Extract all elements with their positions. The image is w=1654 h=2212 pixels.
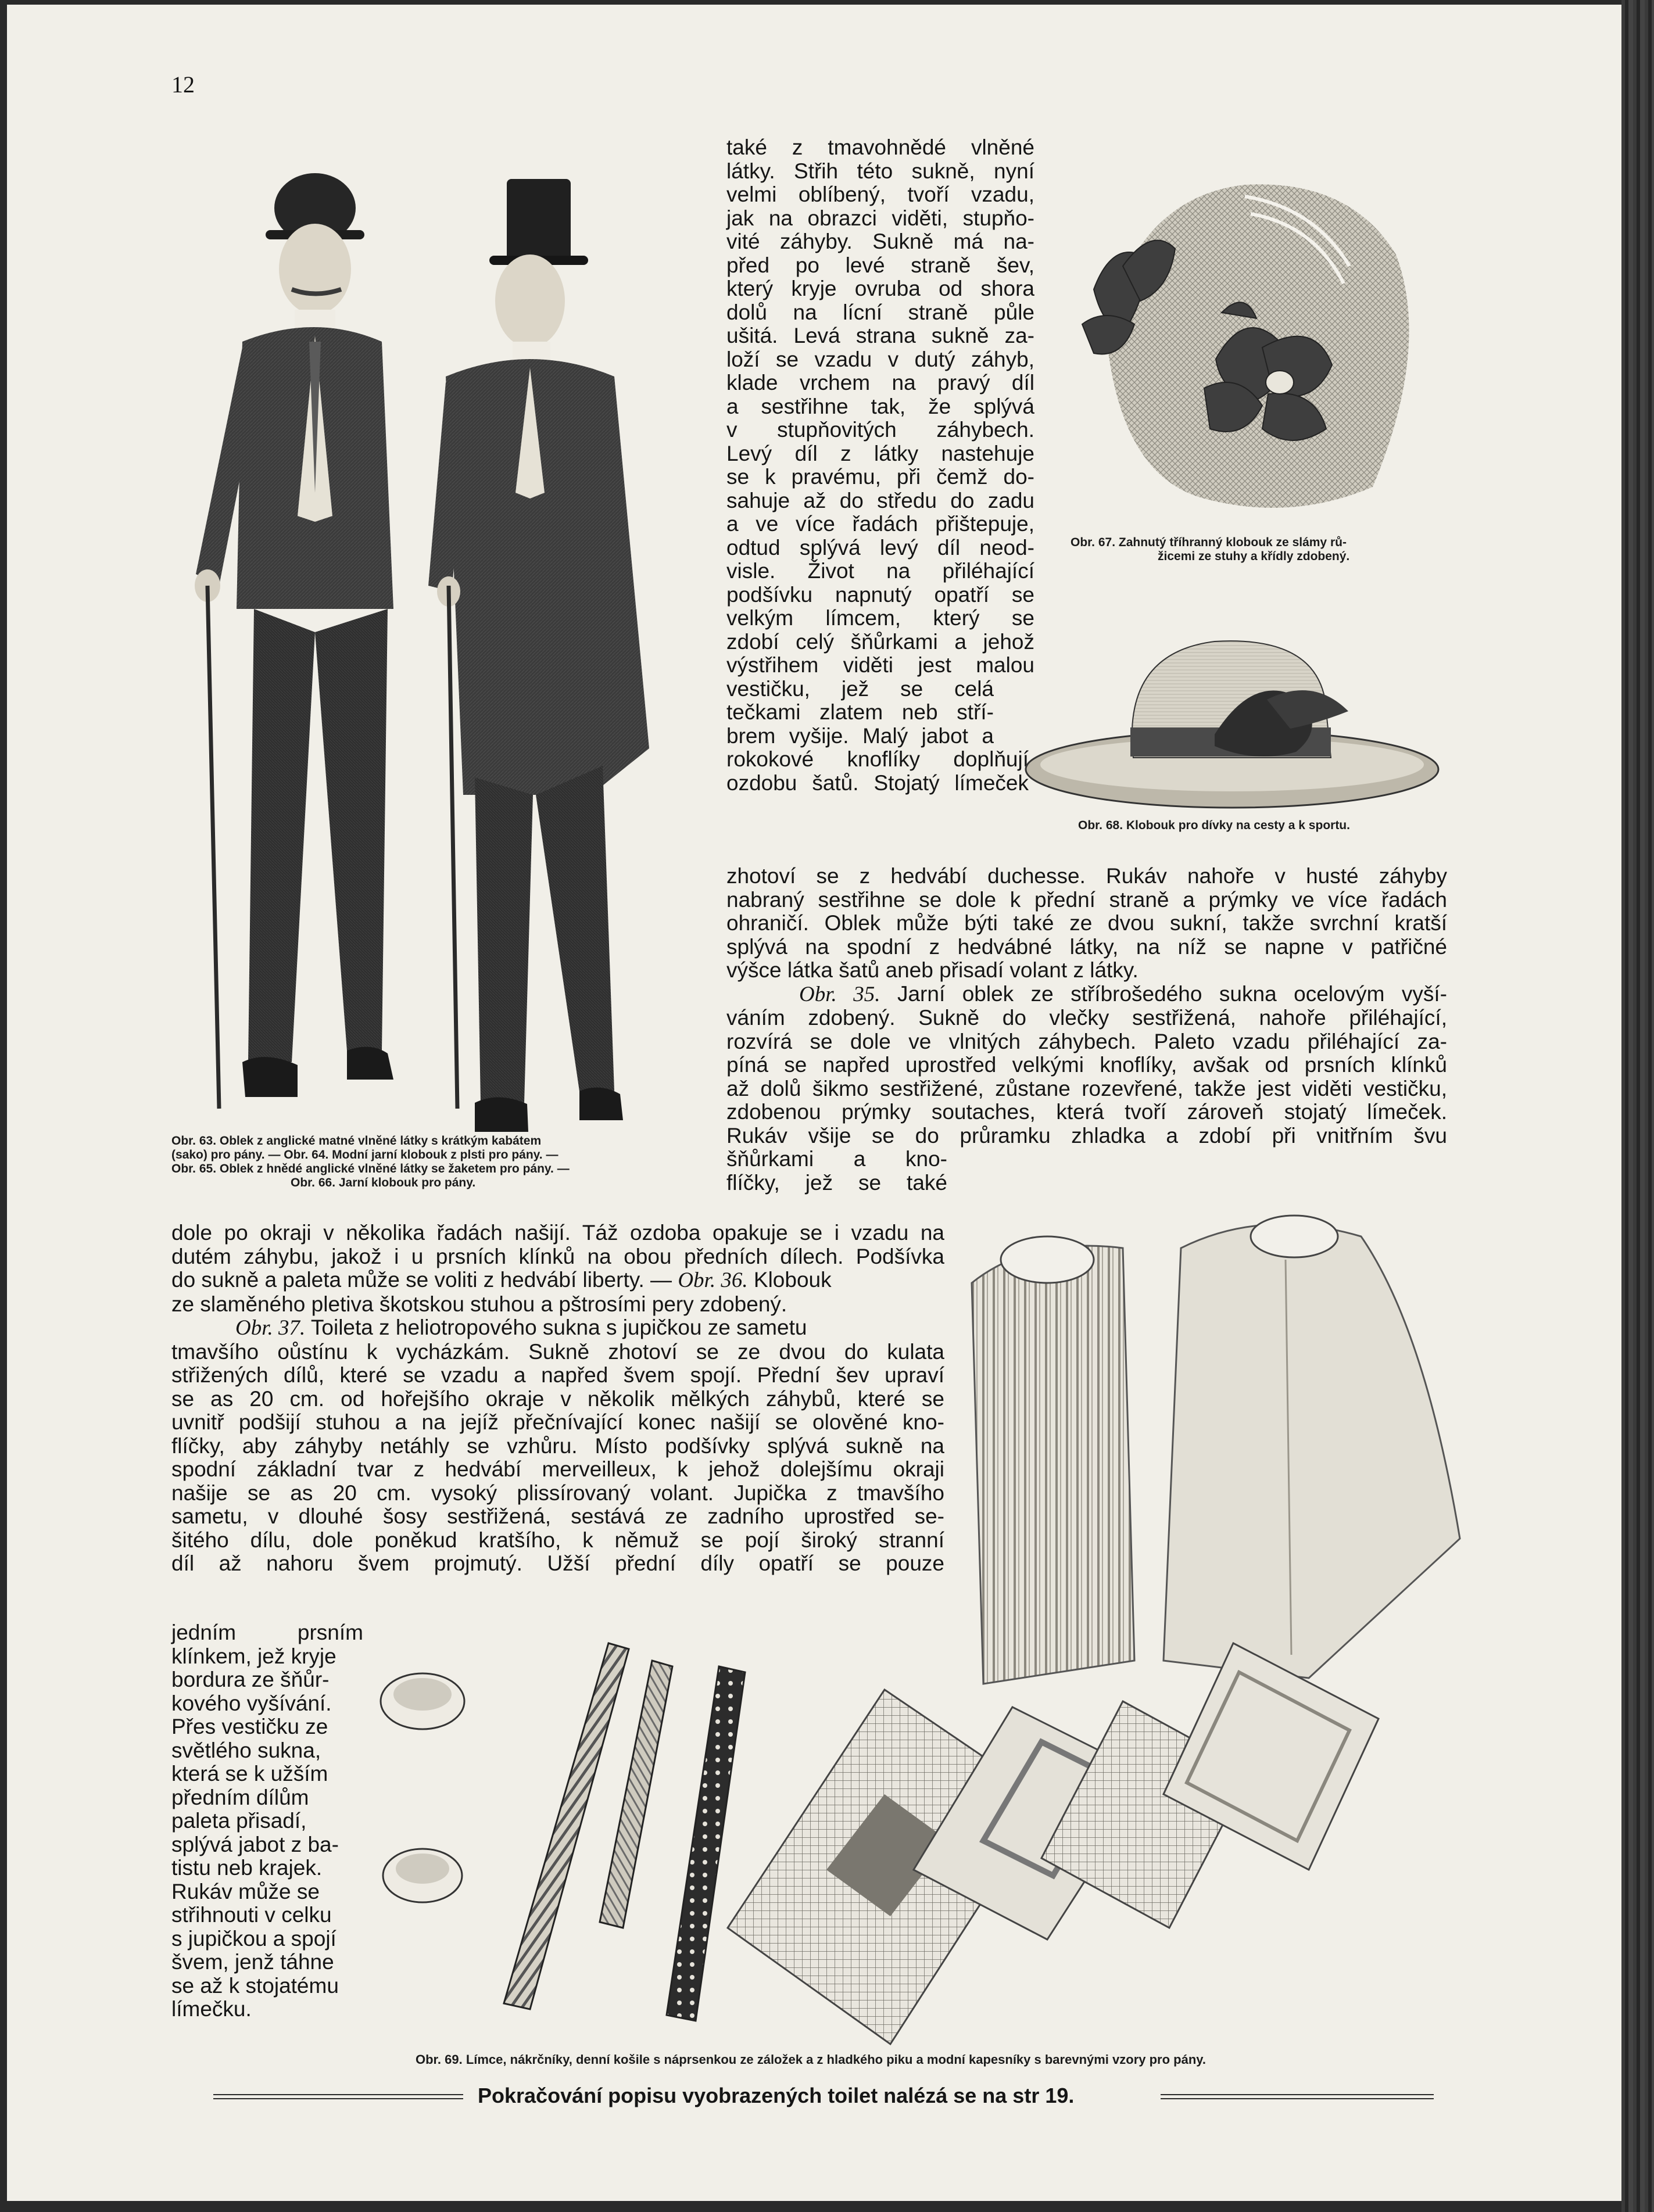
caption-hat67-line: žicemi ze stuhy a křídly zdobený.: [1158, 550, 1350, 563]
text-line: podšívku napnutý opatří se: [726, 582, 1034, 607]
text-line: sahuje až do středu do zadu: [726, 488, 1034, 512]
text-line: zdobí celý šňůrkami a jehož: [726, 629, 1034, 654]
footer-rule-right: [1161, 2098, 1434, 2099]
text-line: flíčky, jež se také: [726, 1170, 947, 1195]
text-line: odtud splývá levý díl neod-: [726, 535, 1034, 560]
text-line: také z tmavohnědé vlněné: [726, 135, 1034, 159]
text-block-middle: [726, 865, 1447, 1195]
text-line: se k pravému, při čemž do-: [726, 465, 1034, 489]
text-line: se as 20 cm. od hořejšího okraje v několik mělkých záhybů, které se: [171, 1386, 944, 1411]
text-line: předním dílům: [171, 1785, 309, 1809]
text-line: velkým límcem, který se: [726, 606, 1034, 630]
obr37-first: Toileta z heliotropového sukna s jupičkou ze sametu: [305, 1315, 807, 1339]
obr36-line: [171, 1268, 944, 1293]
girls-travel-hat-illustration: [1023, 630, 1441, 816]
caption-men-line: Obr. 63. Oblek z anglické matné vlněné látky s krátkým kabátem: [171, 1134, 542, 1148]
caption-men-line: (sako) pro pány. — Obr. 64. Modní jarní klobouk z plsti pro pány. —: [171, 1148, 559, 1161]
text-line: rokokové knoflíky doplňují: [726, 747, 1029, 771]
text-line: světlého sukna,: [171, 1738, 321, 1762]
text-line: velmi oblíbený, tvoří vzadu,: [726, 182, 1034, 206]
text-line: zdobenou prýmky soutaches, která tvoří zároveň stojatý límeček.: [726, 1100, 1447, 1124]
text-line: šňůrkami a kno-: [726, 1147, 947, 1171]
text-line: střihnouti v celku: [171, 1903, 332, 1927]
text-line: spodní základní tvar z hedvábí merveilleux, k jehož dolejšímu okraji: [171, 1457, 944, 1481]
text-line: límečku.: [171, 1997, 252, 2021]
obr37-ref: Obr. 37.: [235, 1316, 306, 1340]
text-line: sametu, v dlouhé šosy sestřižená, sestává ze zadního uprostřed se-: [171, 1504, 944, 1528]
text-line: loží se vzadu v dutý záhyb,: [726, 347, 1034, 371]
text-line: díl až nahoru švem projmutý. Užší přední díly opatří se pouze: [171, 1551, 944, 1575]
text-line: tistu neb krajek.: [171, 1856, 323, 1880]
text-line: Levý díl z látky nastehuje: [726, 441, 1034, 465]
text-line: klínkem, jež kryje: [171, 1644, 336, 1668]
text-line: ušitá. Levá strana sukně za-: [726, 324, 1034, 347]
text-line: bordura ze šňůr-: [171, 1668, 330, 1691]
text-line: ozdobu šatů. Stojatý límeček: [726, 770, 1029, 795]
text-line: váním zdobený. Sukně do vlečky sestřižená, nahoře přiléhající,: [726, 1006, 1447, 1030]
text-line: ohraničí. Oblek může býti také ze dvou sukní, takže svrchní kratší: [726, 911, 1447, 935]
obr35-ref: Obr. 35.: [799, 982, 880, 1006]
text-column-top: [726, 136, 1034, 795]
text-line: rozvírá se dole ve vlnitých záhybech. Paleto vzadu přiléhající za-: [726, 1029, 1447, 1053]
caption-men-line: Obr. 65. Oblek z hnědé anglické vlněné látky se žaketem pro pány. —: [171, 1162, 570, 1175]
text-line: klade vrchem na pravý díl: [726, 371, 1034, 395]
caption-hat68: Obr. 68. Klobouk pro dívky na cesty a k sportu.: [1078, 819, 1350, 832]
text-line: splývá na spodní z hedvábné látky, na níž se napne v patřičné: [726, 934, 1447, 959]
caption-fig69: Obr. 69. Límce, nákrčníky, denní košile s náprsenkou ze záložek a z hladkého piku a modní kapesníky s barevnými vzory pro pány.: [416, 2052, 1206, 2067]
text-line: kového vyšívání.: [171, 1691, 332, 1715]
obr36-rest: Klobouk: [747, 1268, 832, 1292]
text-line: jedním prsním: [171, 1621, 363, 1644]
obr35-first-line: [726, 983, 1447, 1007]
obr35-first: Jarní oblek ze stříbrošedého sukna ocelovým vyší-: [880, 981, 1447, 1006]
text-line: uvnitř podšijí stuhou a na jejíž přečnívající konec našijí se olověné kno-: [171, 1410, 944, 1434]
caption-men-line: Obr. 66. Jarní klobouk pro pány.: [291, 1176, 476, 1189]
text-line: vestičku, jež se celá: [726, 676, 994, 701]
text-line: před po levé straně šev,: [726, 253, 1034, 277]
text-line: látky. Střih této sukně, nyní: [726, 159, 1034, 183]
text-line: Přes vestičku ze: [171, 1715, 328, 1738]
text-line: nabraný sestřihne se dole k přední straně a prýmky ve více řadách: [726, 887, 1447, 912]
magazine-page: [7, 5, 1628, 2201]
text-line: Rukáv může se: [171, 1879, 320, 1903]
collars-ties-handkerchiefs-illustration: [379, 1626, 1442, 2050]
text-line: švem, jenž táhne: [171, 1950, 334, 1974]
caption-hat67-line: Obr. 67. Zahnutý tříhranný klobouk ze slámy rů-: [1071, 536, 1347, 549]
text-line: píná se napřed uprostřed velkými knoflíky, avšak od prsních klínků: [726, 1053, 1447, 1077]
text-line: jak na obrazci viděti, stupňo-: [726, 206, 1034, 230]
text-line: zhotoví se z hedvábí duchesse. Rukáv nahoře v husté záhyby: [726, 864, 1447, 888]
text-line: s jupičkou a spojí: [171, 1926, 336, 1951]
text-line: tečkami zlatem neb stří-: [726, 700, 994, 724]
caption-men: [171, 1134, 570, 1190]
text-line: ze slaměného pletiva škotskou stuhou a pštrosími pery zdobený.: [171, 1292, 787, 1316]
text-line: dole po okraji v několika řadách našijí. Táž ozdoba opakuje se i vzadu na: [171, 1221, 944, 1245]
text-line: vité záhyby. Sukně má na-: [726, 230, 1034, 253]
text-line: střižených dílů, které se vzadu a napřed švem spojí. Přední šev upraví: [171, 1363, 944, 1387]
text-block-lower: [171, 1221, 944, 1576]
text-line: šitého dílu, dole poněkud kratšího, k němuž se pojí široký stranní: [171, 1528, 944, 1552]
text-line: dutém záhybu, jakož i u prsních klínků na obou předních dílech. Podšívka: [171, 1244, 944, 1268]
straw-tricorn-hat-illustration: [1071, 173, 1442, 528]
text-line: splývá jabot z ba-: [171, 1832, 339, 1856]
text-line: brem vyšije. Malý jabot a: [726, 723, 994, 748]
text-line: výstřihem viděti jest malou: [726, 653, 1034, 677]
page-number: 12: [171, 71, 195, 98]
text-line: visle. Život na přiléhající: [726, 559, 1034, 583]
obr36-ref: Obr. 36.: [678, 1268, 748, 1292]
text-line: v stupňovitých záhybech.: [726, 418, 1034, 442]
text-line: výšce látka šatů aneb přisadí volant z látky.: [726, 958, 1139, 982]
footer-rule-left: [213, 2098, 463, 2099]
shirts-illustration: [960, 1213, 1472, 1695]
text-line: flíčky, aby záhyby netáhly se vzhůru. Místo podšívky splývá sukně na: [171, 1433, 944, 1458]
text-line: tmavšího oůstínu k vycházkám. Sukně zhotoví se ze dvou do kulata: [171, 1339, 944, 1364]
footer-rule-left: [213, 2094, 463, 2095]
men-suits-illustration: [173, 167, 696, 1138]
text-column-narrow: [171, 1621, 363, 2021]
text-line: našije se as 20 cm. vysoký plissírovaný volant. Jupička z tmavšího: [171, 1480, 944, 1505]
binding-edge: [1621, 0, 1654, 2212]
text-line: paleta přisadí,: [171, 1809, 307, 1833]
obr37-first-line: [171, 1316, 944, 1340]
footer-rule-right: [1161, 2094, 1434, 2095]
footer-note: Pokračování popisu vyobrazených toilet nalézá se na str 19.: [478, 2084, 1075, 2107]
text-line: dolů na lícní straně půle: [726, 300, 1034, 324]
text-line: a ve více řadách přištepuje,: [726, 512, 1034, 536]
text-line: Rukáv všije se do průramku zhladka a zdobí při vnitřním švu: [726, 1123, 1447, 1148]
text-line: se až k stojatému: [171, 1973, 339, 1998]
text-line: až dolů šikmo sestřižené, zůstane rozevřené, takže jest viděti vestičku,: [726, 1076, 1447, 1100]
text-line: která se k užším: [171, 1762, 328, 1786]
text-line: a sestřihne tak, že splývá: [726, 394, 1034, 418]
text-line: který kryje ovruba od shora: [726, 277, 1034, 300]
text-line: do sukně a paleta může se voliti z hedvábí liberty. —: [171, 1268, 672, 1292]
caption-hat67: [1071, 536, 1349, 564]
